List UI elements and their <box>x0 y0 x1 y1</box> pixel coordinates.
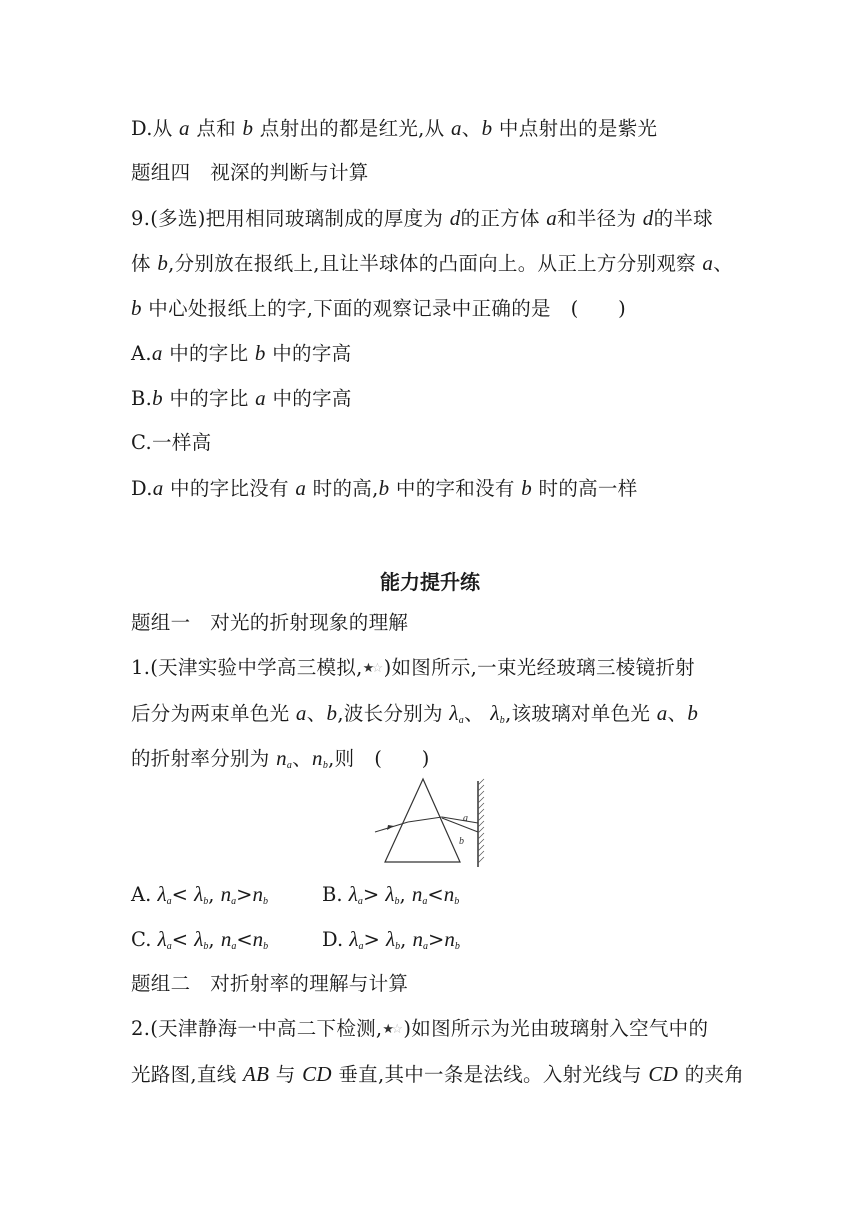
q9-option-b: B.b 中的字比 a 中的字高 <box>131 386 352 410</box>
prev-question-option-d: D.从 a 点和 b 点射出的都是红光,从 a、b 中点射出的是紫光 <box>131 116 658 140</box>
group4-title: 题组四 视深的判断与计算 <box>131 161 369 184</box>
q9-option-c: C.一样高 <box>131 431 212 454</box>
q9-option-d: D.a 中的字比没有 a 时的高,b 中的字和没有 b 时的高一样 <box>131 476 638 500</box>
label-a: a <box>463 813 468 824</box>
q9-stem-line1: 9.(多选)把用相同玻璃制成的厚度为 d的正方体 a和半径为 d的半球 <box>131 206 713 230</box>
q1-stem-line2: 后分为两束单色光 a、b,波长分别为 $\lambda_a$、 $\lambda_b$,该玻璃对单色光 a、b <box>131 701 699 726</box>
section-title: 能力提升练 <box>380 570 480 594</box>
q1-option-c: C. $\lambda_a< \lambda_b$, $n_a<n_b$ <box>131 927 269 952</box>
q9-stem-line2: 体 b,分别放在报纸上,且让半球体的凸面向上。从正上方分别观察 a、 <box>131 251 734 275</box>
q2-stem-line1: 2.(天津静海一中高二下检测,★☆)如图所示为光由玻璃射入空气中的 <box>131 1017 709 1040</box>
q1-option-a: A. $\lambda_a< \lambda_b$, $n_a>n_b$ <box>131 882 268 907</box>
q1-stem-line3: 的折射率分别为 $n_a$、$n_b$,则 ( ) <box>131 746 430 771</box>
incident-arrow-icon <box>387 825 394 830</box>
q1-option-b: B. $\lambda_a> \lambda_b$, $n_a<n_b$ <box>322 882 460 907</box>
refracted-ray-inside <box>408 817 442 822</box>
wall-hatching <box>478 779 484 863</box>
difficulty-stars-icon: ★☆ <box>382 1022 404 1037</box>
q2-stem-line2: 光路图,直线 AB 与 CD 垂直,其中一条是法线。入射光线与 CD 的夹角 <box>131 1062 745 1086</box>
q1-option-d: D. $\lambda_a> \lambda_b$, $n_a>n_b$ <box>322 927 460 952</box>
prism-figure <box>370 777 490 867</box>
group1-title: 题组一 对光的折射现象的理解 <box>131 611 409 634</box>
label-b: b <box>459 836 464 847</box>
q9-option-a: A.a 中的字比 b 中的字高 <box>131 341 352 365</box>
q9-stem-line3: b 中心处报纸上的字,下面的观察记录中正确的是 ( ) <box>131 296 627 320</box>
difficulty-stars-icon: ★☆ <box>362 661 384 676</box>
group2-title: 题组二 对折射率的理解与计算 <box>131 972 409 995</box>
q1-stem-line1: 1.(天津实验中学高三模拟,★☆)如图所示,一束光经玻璃三棱镜折射 <box>131 656 695 679</box>
